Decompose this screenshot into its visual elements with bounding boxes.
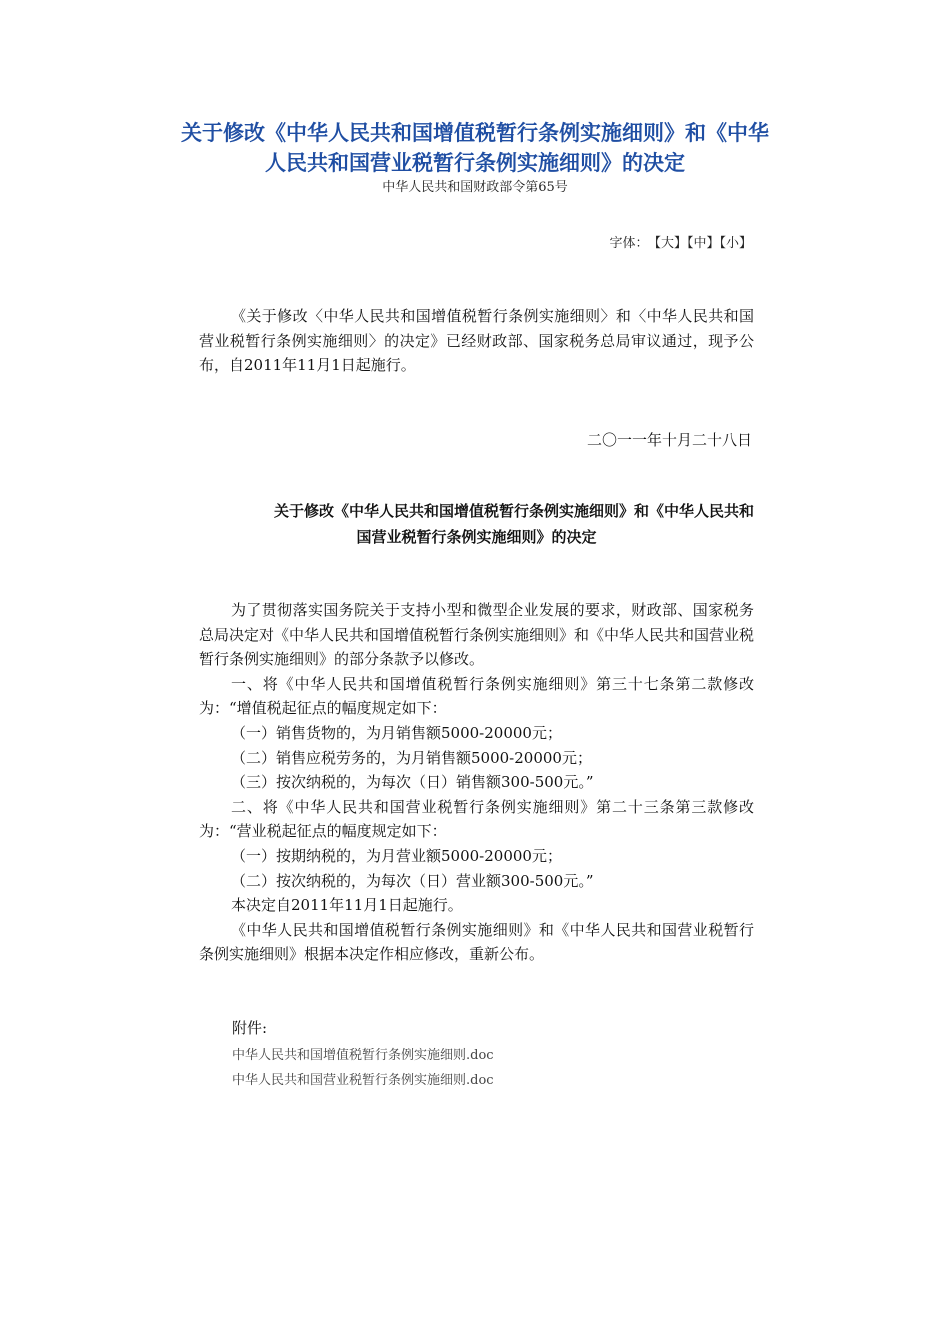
- page-title-line-1: 关于修改《中华人民共和国增值税暂行条例实施细则》和《中华: [181, 121, 769, 145]
- decision-paragraph: （二）销售应税劳务的，为月销售额5000-20000元；: [231, 748, 592, 767]
- decision-paragraph: （一）按期纳税的，为月营业额5000-20000元；: [231, 846, 562, 865]
- font-size-small-link[interactable]: 【小】: [719, 236, 752, 251]
- attachment-link-business-tax[interactable]: 中华人民共和国营业税暂行条例实施细则.doc: [232, 1073, 494, 1088]
- decision-title: [199, 498, 754, 550]
- decision-paragraph: （二）按次纳税的，为每次（日）营业额300-500元。”: [231, 871, 594, 890]
- order-number: 中华人民共和国财政部令第65号: [382, 180, 568, 195]
- decision-body: [199, 598, 754, 967]
- decision-paragraph: （三）按次纳税的，为每次（日）销售额300-500元。”: [231, 773, 594, 792]
- decision-title-line-1: 关于修改《中华人民共和国增值税暂行条例实施细则》和《中华人民共和: [273, 502, 754, 520]
- decision-paragraph: 一、将《中华人民共和国增值税暂行条例实施细则》第三十七条第二款修改为：“增值税起征点的幅度规定如下：: [199, 674, 754, 718]
- decision-paragraph: 《中华人民共和国增值税暂行条例实施细则》和《中华人民共和国营业税暂行条例实施细则》根据本决定作相应修改，重新公布。: [199, 920, 754, 964]
- decision-paragraph: （一）销售货物的，为月销售额5000-20000元；: [231, 723, 562, 742]
- issue-date: 二〇一一年十月二十八日: [586, 431, 752, 449]
- font-size-medium-link[interactable]: 【中】: [686, 236, 720, 251]
- font-size-large-link[interactable]: 【大】: [654, 236, 687, 251]
- attachments-label: 附件:: [232, 1019, 268, 1037]
- page-title-line-2: 人民共和国营业税暂行条例实施细则》的决定: [265, 151, 685, 175]
- attachment-link-vat[interactable]: 中华人民共和国增值税暂行条例实施细则.doc: [232, 1048, 494, 1063]
- intro-paragraph: 《关于修改〈中华人民共和国增值税暂行条例实施细则〉和〈中华人民共和国营业税暂行条例实施细则〉的决定》已经财政部、国家税务总局审议通过，现予公布，自2011年11月1日起施行。: [199, 307, 754, 375]
- decision-paragraph: 二、将《中华人民共和国营业税暂行条例实施细则》第二十三条第三款修改为：“营业税起征点的幅度规定如下：: [199, 797, 754, 841]
- decision-paragraph: 本决定自2011年11月1日起施行。: [231, 896, 463, 915]
- font-size-label: 字体：: [609, 236, 649, 251]
- decision-paragraph: 为了贯彻落实国务院关于支持小型和微型企业发展的要求，财政部、国家税务总局决定对《中华人民共和国增值税暂行条例实施细则》和《中华人民共和国营业税暂行条例实施细则》的部分条款予以修改。: [199, 601, 755, 669]
- font-size-switcher: [609, 232, 752, 251]
- page-title: [150, 118, 800, 178]
- decision-title-line-2: 国营业税暂行条例实施细则》的决定: [356, 528, 597, 546]
